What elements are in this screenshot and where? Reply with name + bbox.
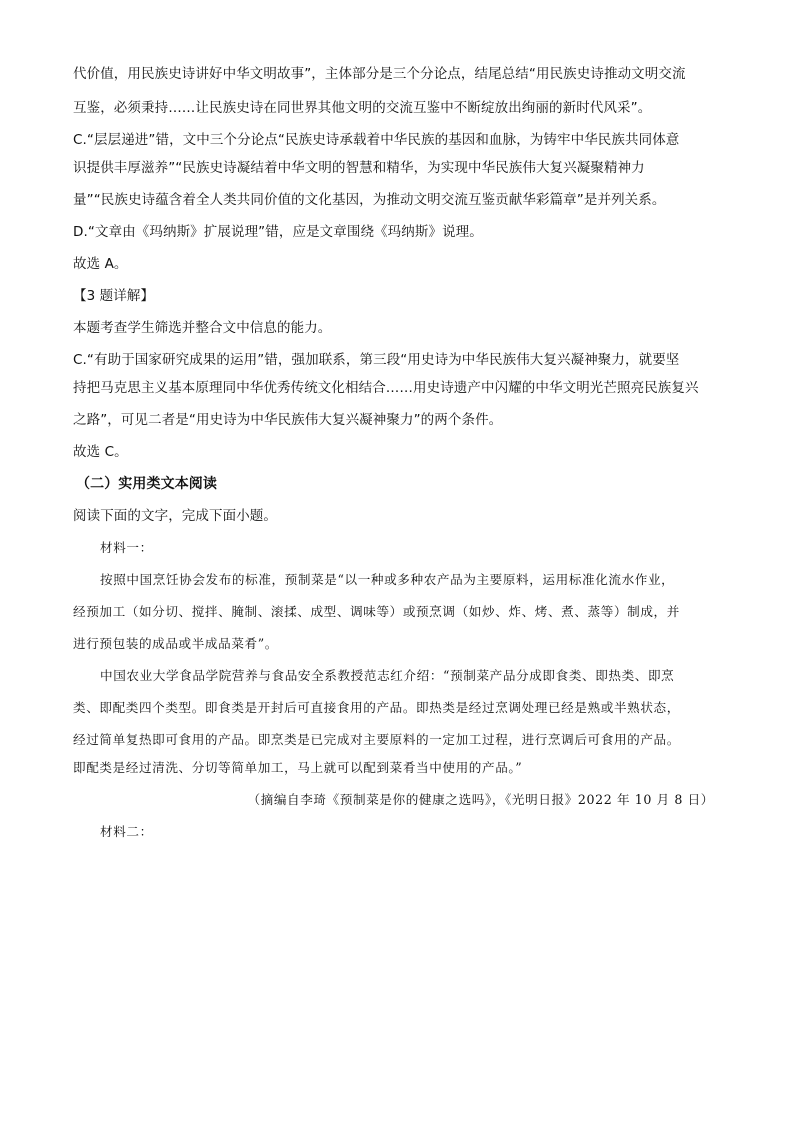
material-label: 材料一： bbox=[100, 540, 153, 555]
text-line: C.“层层递进”错，文中三个分论点“民族史诗承载着中华民族的基因和血脉，为铸牢中华民族共同体意 bbox=[73, 132, 680, 148]
material-text-line: 即配类是经过清洗、分切等简单加工，马上就可以配到菜肴当中使用的产品。” bbox=[73, 760, 523, 775]
section-heading: 【3 题详解】 bbox=[73, 288, 155, 304]
material-text-line: 经预加工（如分切、搅拌、腌制、滚揉、成型、调味等）或预烹调（如炒、炸、烤、煮、蒸等）制成，并 bbox=[73, 604, 680, 619]
material-text-line: 类、即配类四个类型。即食类是开封后可直接食用的产品。即热类是经过烹调处理已经是熟或半熟状态， bbox=[73, 700, 680, 715]
material-label: 材料二： bbox=[100, 824, 153, 839]
material-text-line: 按照中国烹饪协会发布的标准，预制菜是“以一种或多种农产品为主要原料，运用标准化流水作业， bbox=[100, 572, 675, 587]
text-line: 之路”，可见二者是“用史诗为中华民族伟大复兴凝神聚力”的两个条件。 bbox=[73, 412, 503, 428]
section-title: （二）实用类文本阅读 bbox=[76, 476, 217, 492]
text-line: 持把马克思主义基本原理同中华优秀传统文化相结合……用史诗遗产中闪耀的中华文明光芒照亮民族复兴 bbox=[73, 380, 699, 396]
instruction-line: 阅读下面的文字，完成下面小题。 bbox=[73, 508, 277, 524]
text-line: D.“文章由《玛纳斯》扩展说理”错，应是文章围绕《玛纳斯》说理。 bbox=[73, 224, 483, 240]
material-text-line: 中国农业大学食品学院营养与食品安全系教授范志红介绍：“预制菜产品分成即食类、即热类、即烹 bbox=[100, 668, 675, 683]
answer-line: 故选 A。 bbox=[73, 256, 128, 272]
material-text-line: 经过简单复热即可食用的产品。即烹类是已完成对主要原料的一定加工过程，进行烹调后可食用的产品。 bbox=[73, 732, 680, 747]
text-line: 代价值，用民族史诗讲好中华文明故事”，主体部分是三个分论点，结尾总结“用民族史诗推动文明交流 bbox=[73, 66, 686, 82]
text-line: 互鉴，必须秉持……让民族史诗在同世界其他文明的交流互鉴中不断绽放出绚丽的新时代风采”。 bbox=[73, 100, 652, 116]
source-citation: （摘编自李琦《预制菜是你的健康之选吗》，《光明日报》2022 年 10 月 8 日） bbox=[247, 792, 714, 807]
text-line: C.“有助于国家研究成果的运用”错，强加联系，第三段“用史诗为中华民族伟大复兴凝神聚力，就要坚 bbox=[73, 352, 680, 368]
material-text-line: 进行预包装的成品或半成品菜肴”。 bbox=[73, 636, 278, 651]
text-line: 本题考查学生筛选并整合文中信息的能力。 bbox=[73, 320, 332, 336]
text-line: 量”“民族史诗蕴含着全人类共同价值的文化基因，为推动文明交流互鉴贡献华彩篇章”是并列关系。 bbox=[73, 192, 666, 208]
answer-line: 故选 C。 bbox=[73, 444, 128, 460]
text-line: 识提供丰厚滋养”“民族史诗凝结着中华文明的智慧和精华，为实现中华民族伟大复兴凝聚精神力 bbox=[73, 160, 645, 176]
